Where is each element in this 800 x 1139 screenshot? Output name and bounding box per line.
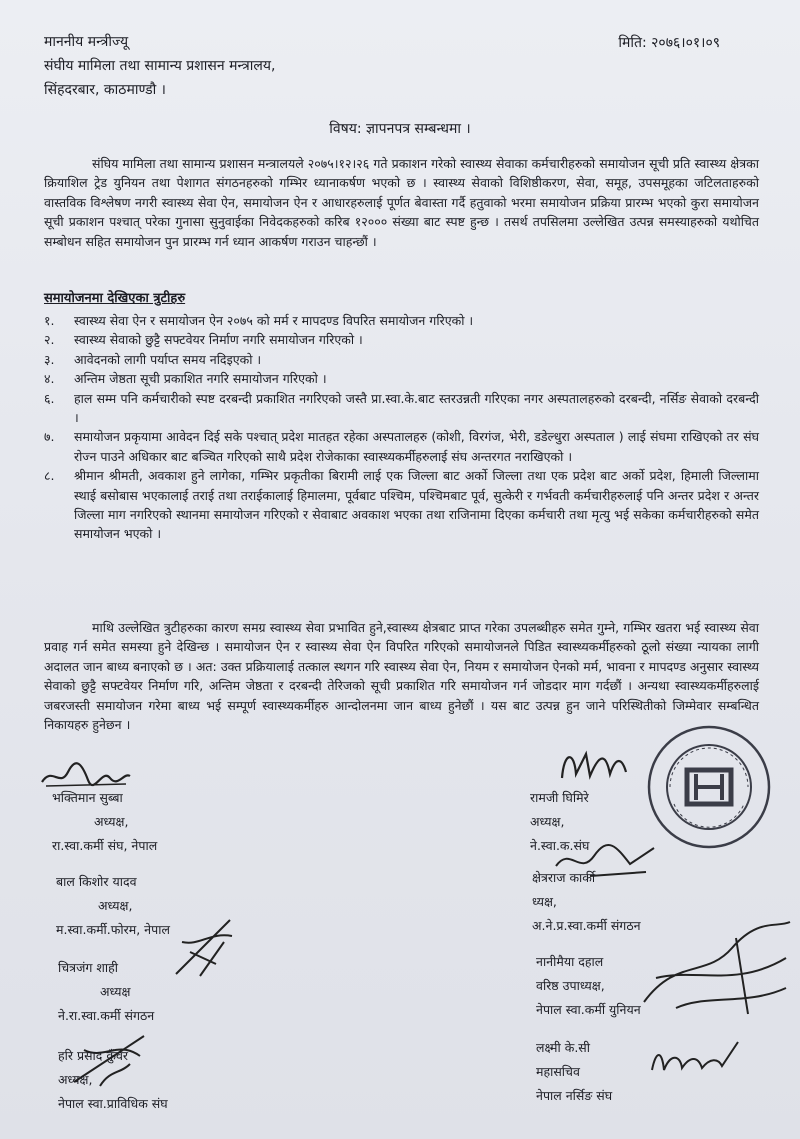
list-number: ७. [44, 429, 55, 445]
signatory-name: बाल किशोर यादव [56, 874, 137, 889]
signatory-block [536, 950, 641, 1022]
list-item [44, 350, 759, 369]
signature-scribble [646, 1030, 746, 1080]
signatory-title: अध्यक्ष, [98, 898, 133, 913]
letter-date: मिति: २०७६।०१।०९ [618, 35, 720, 51]
list-text: श्रीमान श्रीमती, अवकाश हुने लागेका, गम्भिर प्रकृतीका बिरामी लाई एक जिल्ला बाट अर्को जिल्ला तथा एक प्रदेश बाट अर्को प्रदेश, हिमाली जिल्लामा स्थाई बसोबास भएकालाई तराई तथा तराईकालाई हिमालमा, पूर्वबाट पश्चिम, पश्चिमबाट पूर्व, सुत्केरी र गर्भवती कर्मचारीहरुलाई पनि अन्तर प्रदेश र अन्तर जिल्ला माग नगरिएको स्थानमा समायोजन गरिएको र सेवाबाट अवकाश भएका तथा राजिनामा दिएका कर्मचारी तथा मृत्यु भई सकेका कर्मचारीहरुको समेत समायोजन भएको । [74, 468, 759, 542]
signatory-block [58, 1044, 168, 1116]
list-item [44, 466, 759, 544]
signatory-name: हरि प्रसाद कुँवर [58, 1048, 129, 1063]
signatory-org: ने.रा.स्वा.कर्मी संगठन [58, 1008, 155, 1023]
addressee-line: सिंहदरबार, काठमाण्डौ । [44, 82, 166, 98]
signatory-title: अध्यक्ष, [530, 814, 565, 829]
signatory-name: चित्रजंग शाही [58, 960, 118, 975]
list-text: स्वास्थ्य सेवा ऐन र समायोजन ऐन २०७५ को मर्म र मापदण्ड विपरित समायोजन गरिएको । [74, 313, 474, 328]
list-item [44, 369, 759, 388]
signatory-block [56, 870, 170, 942]
addressee-line: संघीय मामिला तथा सामान्य प्रशासन मन्त्रालय, [44, 58, 276, 74]
problems-heading: समायोजनमा देखिएका त्रुटीहरु [44, 291, 186, 306]
list-text: स्वास्थ्य सेवाको छुट्टै सफ्टवेयर निर्माण नगरि समायोजन गरिएको । [74, 332, 363, 348]
list-item [44, 389, 759, 428]
signatory-block [532, 866, 641, 938]
subject-line: विषय: ज्ञापनपत्र सम्बन्धमा । [329, 121, 471, 137]
signatory-org: नेपाल स्वा.कर्मी युनियन [536, 1002, 641, 1017]
signatory-block [52, 786, 157, 858]
list-item [44, 427, 759, 466]
list-item [44, 311, 759, 330]
signatory-name: रामजी घिमिरे [530, 790, 589, 805]
list-number: ६. [44, 390, 55, 406]
list-text: हाल सम्म पनि कर्मचारीको स्पष्ट दरबन्दी प्रकाशित नगरिएको जस्तै प्रा.स्वा.के.बाट स्तरउन्नती गरिएका नगर अस्पतालहरुको दरबन्दी, नर्सिङ सेवाको दरबन्दी । [74, 390, 759, 426]
signature-scribble [170, 912, 240, 982]
problems-list [44, 311, 759, 544]
signatory-title: वरिष्ठ उपाध्यक्ष, [536, 978, 605, 993]
signature-scribble [636, 918, 796, 1018]
official-stamp [646, 724, 772, 850]
list-text: समायोजन प्रकृयामा आवेदन दिई सके पश्चात् प्रदेश मातहत रहेका अस्पतालहरु (कोशी, विरगंज, भेरी, डडेल्धुरा अस्पताल ) लाई संघमा राखिएको तर संघ रोज्न पाउने अधिकार बाट बञ्चित गरिएको साथै प्रदेश रोजेकाका स्वास्थ्यकर्मीहरुलाई संघ अन्तरगत नराखिएको । [74, 429, 759, 464]
list-text: अन्तिम जेष्ठता सूची प्रकाशित नगरि समायोजन गरिएको । [74, 371, 327, 387]
signatory-org: नेपाल स्वा.प्राविधिक संघ [58, 1096, 168, 1111]
signatory-title: अध्यक्ष [100, 984, 131, 999]
signatory-block [530, 786, 589, 858]
list-number: ८. [44, 468, 55, 484]
signatory-name: क्षेत्रराज कार्की [532, 870, 596, 885]
list-number: २. [44, 332, 55, 348]
signatory-title: ध्यक्ष, [532, 894, 557, 909]
signatory-org: नेपाल नर्सिङ संघ [536, 1088, 613, 1103]
signatory-org: अ.ने.प्र.स्वा.कर्मी संगठन [532, 918, 641, 933]
signatory-block [58, 956, 154, 1028]
signatory-title: अध्यक्ष, [58, 1072, 93, 1087]
signatory-name: लक्ष्मी के.सी [536, 1040, 590, 1055]
signatory-title: महासचिव [536, 1064, 580, 1079]
signatory-title: अध्यक्ष, [94, 814, 129, 829]
addressee-block [44, 30, 275, 102]
signatory-org: म.स्वा.कर्मी.फोरम, नेपाल [56, 922, 170, 937]
signatory-name: भक्तिमान सुब्बा [52, 790, 123, 805]
signatory-name: नानीमैया दहाल [536, 954, 604, 969]
signature-scribble [556, 744, 630, 784]
list-number: ४. [44, 371, 55, 387]
addressee-line: माननीय मन्त्रीज्यू [44, 34, 129, 50]
list-item [44, 330, 759, 349]
list-number: १. [44, 313, 55, 328]
signatory-block [536, 1036, 612, 1108]
signatory-org: ने.स्वा.क.संघ [530, 838, 590, 853]
intro-paragraph: संघिय मामिला तथा सामान्य प्रशासन मन्त्रालयले २०७५।१२।२६ गते प्रकाशन गरेको स्वास्थ्य सेवाका कर्मचारीहरुको समायोजन सूची प्रति स्वास्थ्य क्षेत्रका क्रियाशिल ट्रेड युनियन तथा पेशागत संगठनहरुको गम्भिर ध्यानाकर्षण भएको छ । स्वास्थ्य सेवाको विशिष्ठीकरण, सेवा, समूह, उपसमूहका जटिलताहरुको वास्तविक विश्लेषण नगरी स्वास्थ्य सेवा ऐन, समायोजन ऐन र आधारहरुलाई पूर्णत बेवास्ता गर्दै हतुवाको भरमा समायोजन प्रक्रिया प्रारम्भ भएको कुरा समायोजन सूची प्रकाशन पश्चात् परेका गुनासा सुनुवाईका निवेदकहरुको करिब १२००० संख्या बाट स्पष्ट हुन्छ । तसर्थ तपसिलमा उल्लेखित उत्पन्न समस्याहरुको यथोचित सम्बोधन सहित समायोजन पुन प्रारम्भ गर्न ध्यान आकर्षण गराउन चाहन्छौं । [44, 156, 759, 249]
list-number: ३. [44, 351, 55, 367]
list-text: आवेदनको लागी पर्याप्त समय नदिइएको । [74, 351, 262, 367]
conclusion-paragraph: माथि उल्लेखित त्रुटीहरुका कारण समग्र स्वास्थ्य सेवा प्रभावित हुने,स्वास्थ्य क्षेत्रबाट प्राप्त गरेका उपलब्धीहरु समेत गुम्ने, गम्भिर खतरा भई स्वास्थ्य सेवा प्रवाह गर्न समेत समस्या हुने देखिन्छ । समायोजन ऐन र स्वास्थ्य सेवा ऐन विपरित गरिएको समायोजनले पिडित स्वास्थ्यकर्मीहरुको ठूलो संख्या न्यायका लागी अदालत जान बाध्य बनाएको छ । अत: उक्त प्रक्रियालाई तत्काल स्थगन गरि स्वास्थ्य सेवा ऐन, नियम र समायोजन ऐनको मर्म, भावना र मापदण्ड अनुसार स्वास्थ्य सेवाको छुट्टै सफ्टवेयर निर्माण गरि, अन्तिम जेष्ठता र दरबन्दी तेरिजको सूची प्रकाशित गरि समायोजन गर्न जोडदार माग गर्दछौं । अन्यथा स्वास्थ्यकर्मीहरुलाई जबरजस्ती समायोजन गरेमा बाध्य भई सम्पूर्ण स्वास्थ्यकर्मीहरु आन्दोलनमा जान बाध्य हुनेछौं । यस बाट उत्पन्न हुन जाने परिस्थितीको जिम्मेवार सम्बन्धित निकायहरु हुनेछन । [44, 620, 759, 733]
signatory-org: रा.स्वा.कर्मी संघ, नेपाल [52, 838, 158, 853]
